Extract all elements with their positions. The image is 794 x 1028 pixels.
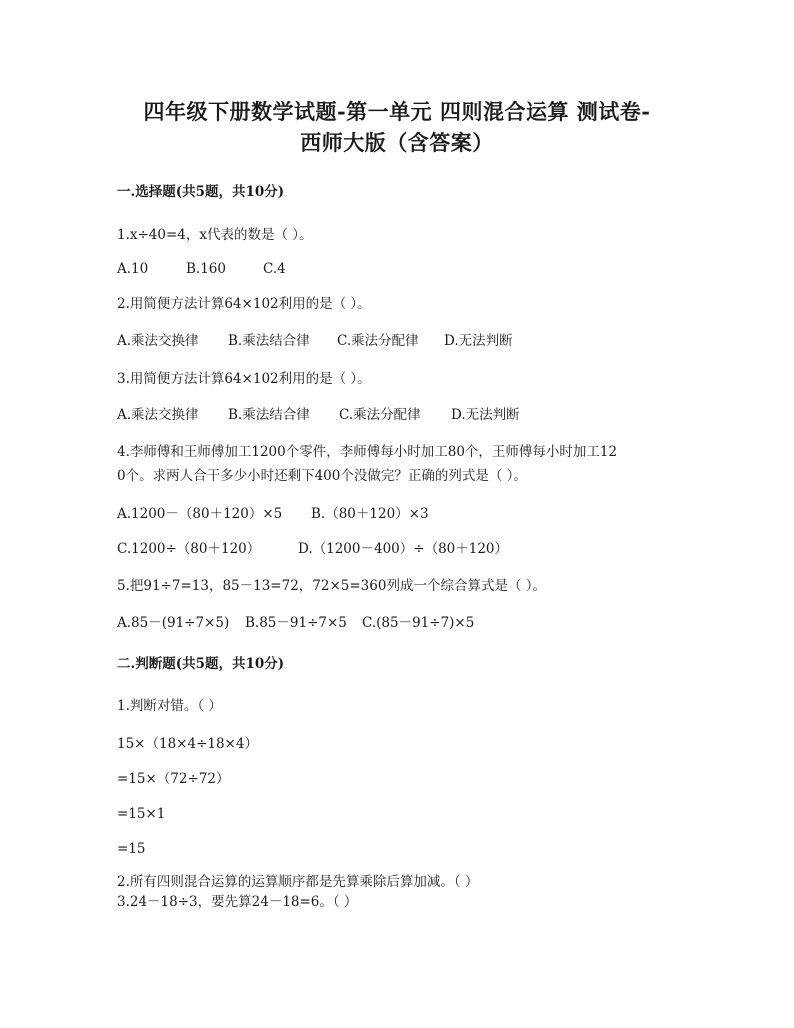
title-line-2: 西师大版（含答案）	[300, 130, 494, 155]
section-heading-judgment: 二.判断题(共5题，共10分)	[117, 656, 285, 672]
judgment-1-stem: 1.判断对错。（ ）	[117, 698, 222, 714]
option-c: C.乘法分配律	[339, 407, 421, 423]
question-2-options	[117, 332, 513, 350]
judgment-1-step-2: =15×（72÷72）	[117, 771, 230, 787]
option-b: B.（80＋120）×3	[311, 506, 429, 522]
option-b: B.乘法结合律	[228, 333, 310, 349]
option-d: D.无法判断	[444, 333, 513, 349]
option-b: B.160	[186, 261, 226, 277]
option-c: C.乘法分配律	[337, 333, 419, 349]
question-1-stem: 1.x÷40=4，x代表的数是（ ）。	[117, 227, 313, 243]
question-4-options-row-1	[117, 505, 429, 523]
option-c: C.4	[263, 261, 286, 277]
option-b: B.乘法结合律	[228, 407, 310, 423]
judgment-1-step-1: 15×（18×4÷18×4）	[117, 736, 258, 752]
option-a: A.乘法交换律	[117, 407, 199, 423]
option-c: C.1200÷（80＋120）	[117, 541, 261, 557]
question-2-stem: 2.用简便方法计算64×102利用的是（ ）。	[117, 296, 371, 312]
question-4-stem-line-1: 4.李师傅和王师傅加工1200个零件，李师傅每小时加工80个，王师傅每小时加工12	[117, 444, 618, 460]
question-5-stem: 5.把91÷7=13，85－13=72，72×5=360列成一个综合算式是（ ）。	[117, 578, 546, 594]
option-a: A.乘法交换律	[117, 333, 199, 349]
option-a: A.10	[117, 261, 149, 277]
question-5-options	[117, 614, 474, 632]
option-d: D.无法判断	[451, 407, 520, 423]
question-4-stem-line-2: 0个。求两人合干多少小时还剩下400个没做完？正确的列式是（ ）。	[117, 468, 527, 484]
option-b: B.85－91÷7×5	[245, 615, 347, 631]
judgment-1-step-3: =15×1	[117, 806, 166, 822]
title-line-1: 四年级下册数学试题-第一单元 四则混合运算 测试卷-	[143, 99, 651, 124]
section-heading-choice: 一.选择题(共5题，共10分)	[117, 184, 285, 200]
option-a: A.1200－（80＋120）×5	[117, 506, 283, 522]
judgment-2-stem: 2.所有四则混合运算的运算顺序都是先算乘除后算加减。（ ）	[117, 874, 479, 890]
option-d: D.（1200－400）÷（80＋120）	[298, 541, 509, 557]
question-3-stem: 3.用简便方法计算64×102利用的是（ ）。	[117, 371, 371, 387]
judgment-3-stem: 3.24－18÷3，要先算24－18=6。（ ）	[117, 894, 358, 910]
question-1-options	[117, 260, 286, 278]
question-4-options-row-2	[117, 540, 508, 558]
option-a: A.85－(91÷7×5)	[117, 615, 230, 631]
option-c: C.(85－91÷7)×5	[362, 615, 475, 631]
judgment-1-step-4: =15	[117, 841, 146, 857]
question-3-options	[117, 406, 520, 424]
